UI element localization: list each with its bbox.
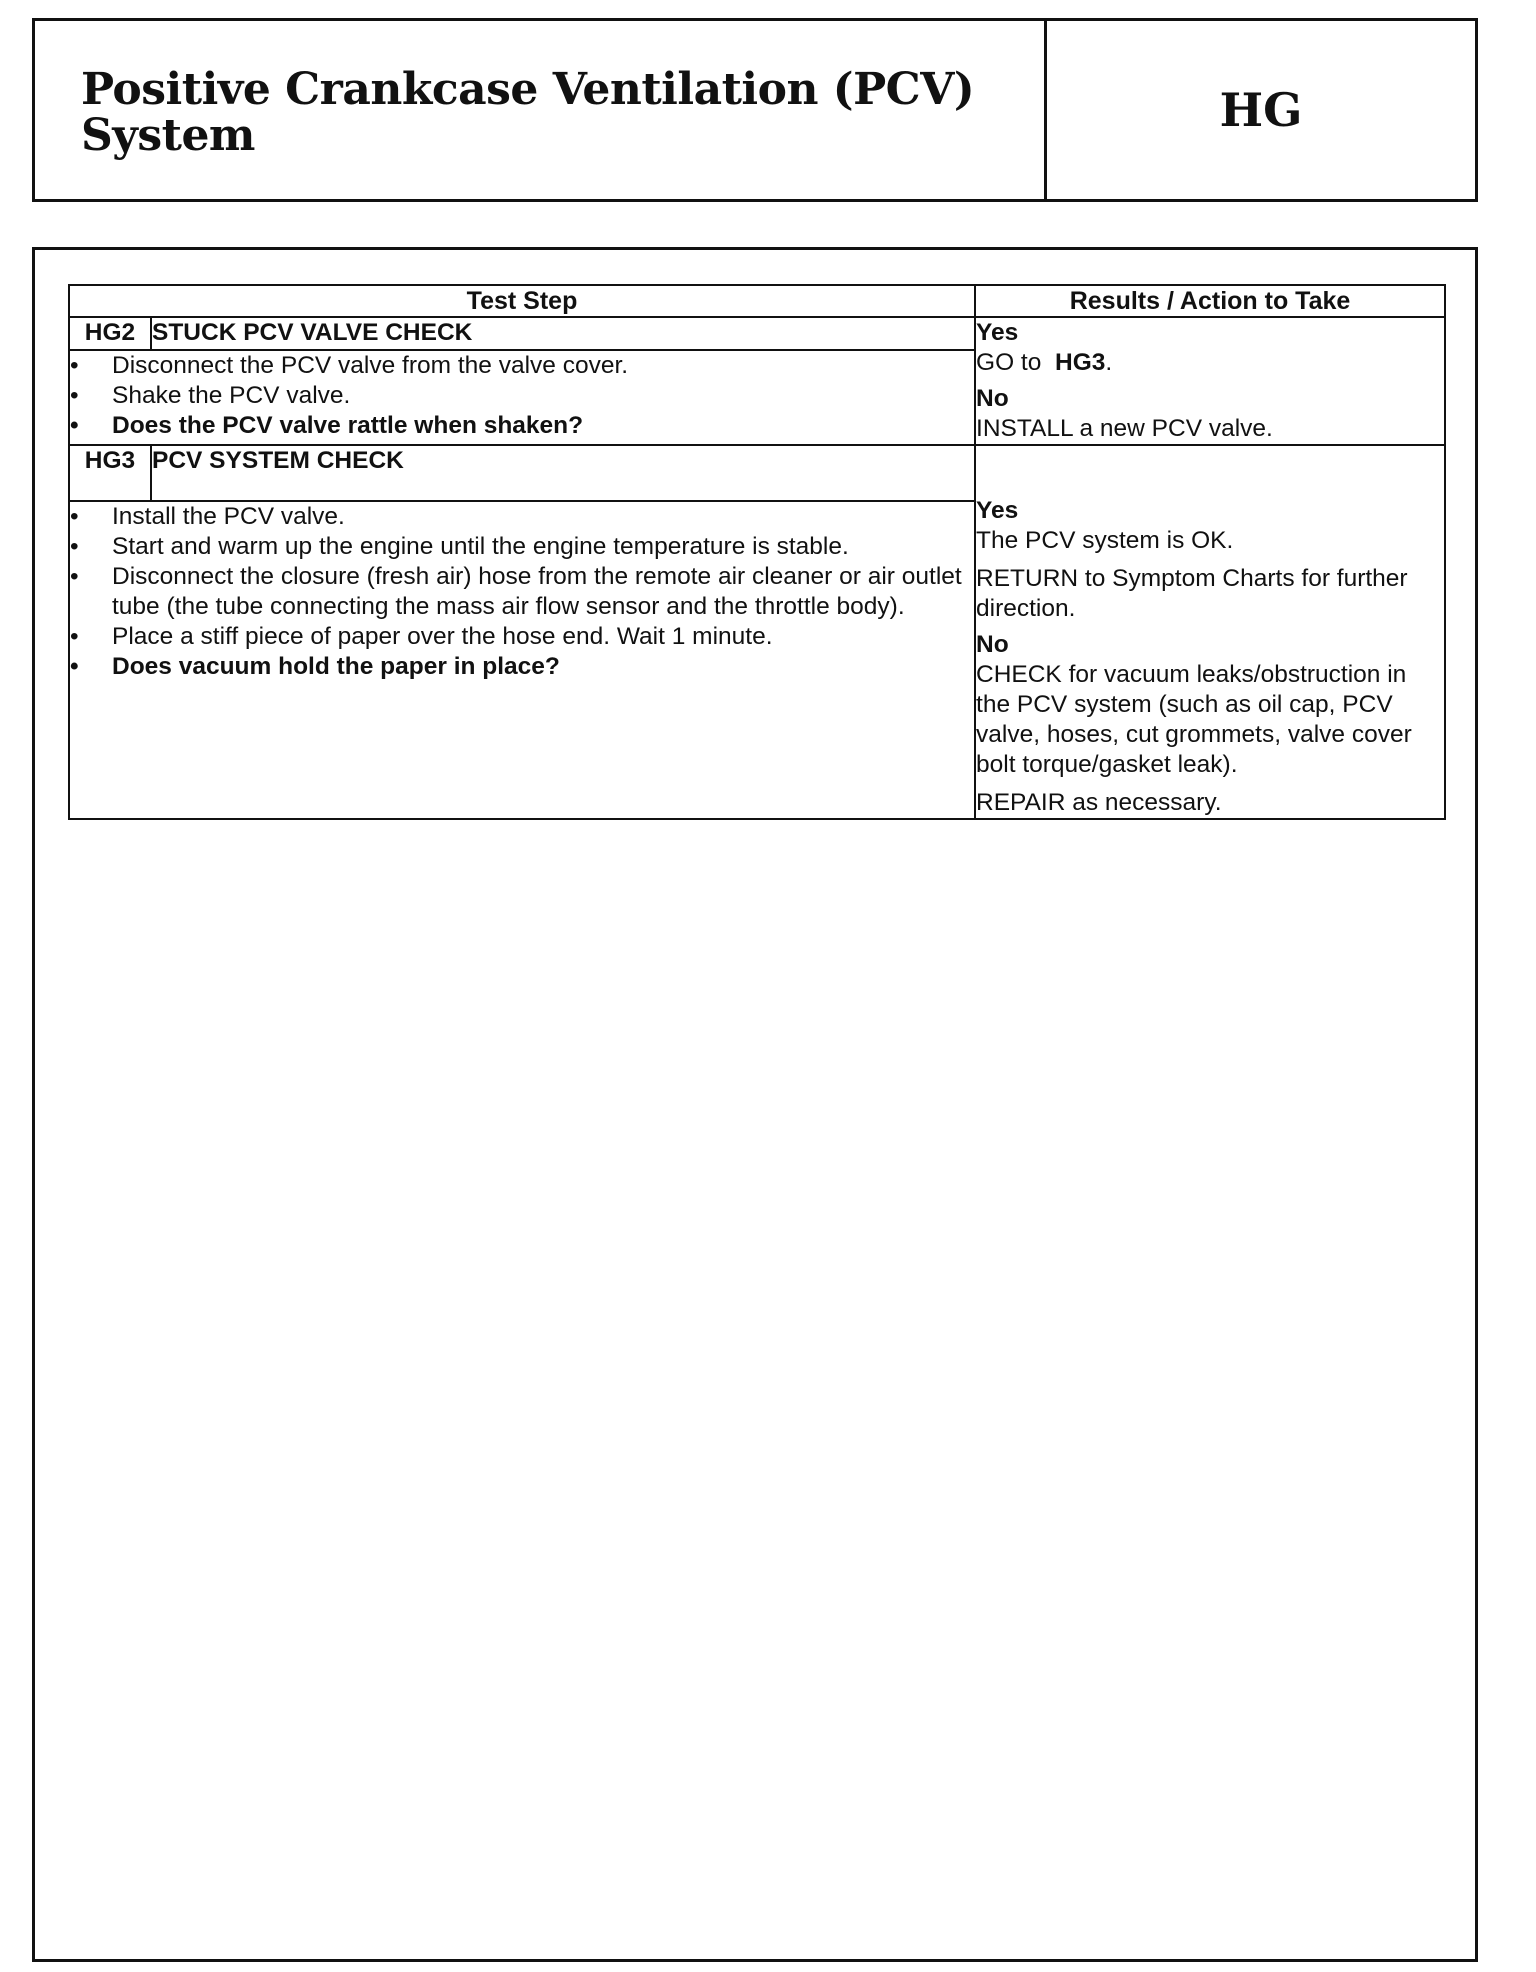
list-item: • Install the PCV valve. [70, 502, 345, 530]
yes-label: Yes [976, 497, 1019, 524]
bullet-icon: • [70, 652, 79, 680]
list-item: • Disconnect the PCV valve from the valve cover. [70, 352, 629, 380]
step-instructions [69, 501, 975, 819]
yes-action-text: GO to [976, 349, 1042, 376]
step-question: • Does the PCV valve rattle when shaken? [70, 412, 584, 440]
step-id: HG2 [69, 317, 151, 350]
no-action: CHECK for vacuum leaks/obstruction in the PCV system (such as oil cap, PCV valve, hoses, cut grommets, valve cover bolt torque/gasket leak). [976, 661, 1412, 778]
yes-action: GO to HG3. [976, 349, 1113, 376]
bullet-icon: • [70, 412, 79, 440]
step-id: HG3 [69, 445, 151, 501]
bullet-icon: • [70, 352, 79, 380]
yes-action: RETURN to Symptom Charts for further direction. [976, 565, 1408, 622]
bullet-icon: • [70, 622, 79, 650]
page-header [32, 18, 1478, 202]
step-result [975, 317, 1445, 445]
no-label: No [976, 631, 1009, 658]
test-step-header: Test Step [69, 285, 975, 317]
bullet-icon: • [70, 502, 79, 530]
yes-label: Yes [976, 319, 1019, 346]
list-item: • Start and warm up the engine until the engine temperature is stable. [70, 532, 849, 560]
no-action-repair: REPAIR as necessary. [976, 789, 1222, 816]
yes-result: The PCV system is OK. [976, 527, 1234, 554]
no-action: INSTALL a new PCV valve. [976, 415, 1273, 442]
list-item: • Place a stiff piece of paper over the hose end. Wait 1 minute. [70, 622, 773, 650]
no-label: No [976, 385, 1009, 412]
results-header: Results / Action to Take [975, 285, 1445, 317]
title-cell [35, 21, 1047, 199]
section-code: HG [1219, 83, 1303, 137]
step-title: STUCK PCV VALVE CHECK [151, 317, 975, 350]
content-frame [32, 247, 1478, 1962]
step-instructions [69, 350, 975, 445]
test-step-table [68, 284, 1446, 820]
bullet-icon: • [70, 382, 79, 410]
step-reference: HG3 [1055, 349, 1106, 376]
table-header-row [69, 285, 1445, 317]
table-row [69, 317, 1445, 350]
step-question: • Does vacuum hold the paper in place? [70, 652, 560, 680]
bullet-icon: • [70, 562, 79, 590]
step-title: PCV SYSTEM CHECK [151, 445, 975, 501]
page-title: Positive Crankcase Ventilation (PCV) System [81, 64, 975, 161]
list-item: • Shake the PCV valve. [70, 382, 351, 410]
list-item: • Disconnect the closure (fresh air) hose from the remote air cleaner or air outlet tube (the tube connecting the mass air flow sensor and the throttle body). [70, 562, 962, 620]
bullet-icon: • [70, 532, 79, 560]
table-row [69, 445, 1445, 501]
step-result [975, 445, 1445, 819]
